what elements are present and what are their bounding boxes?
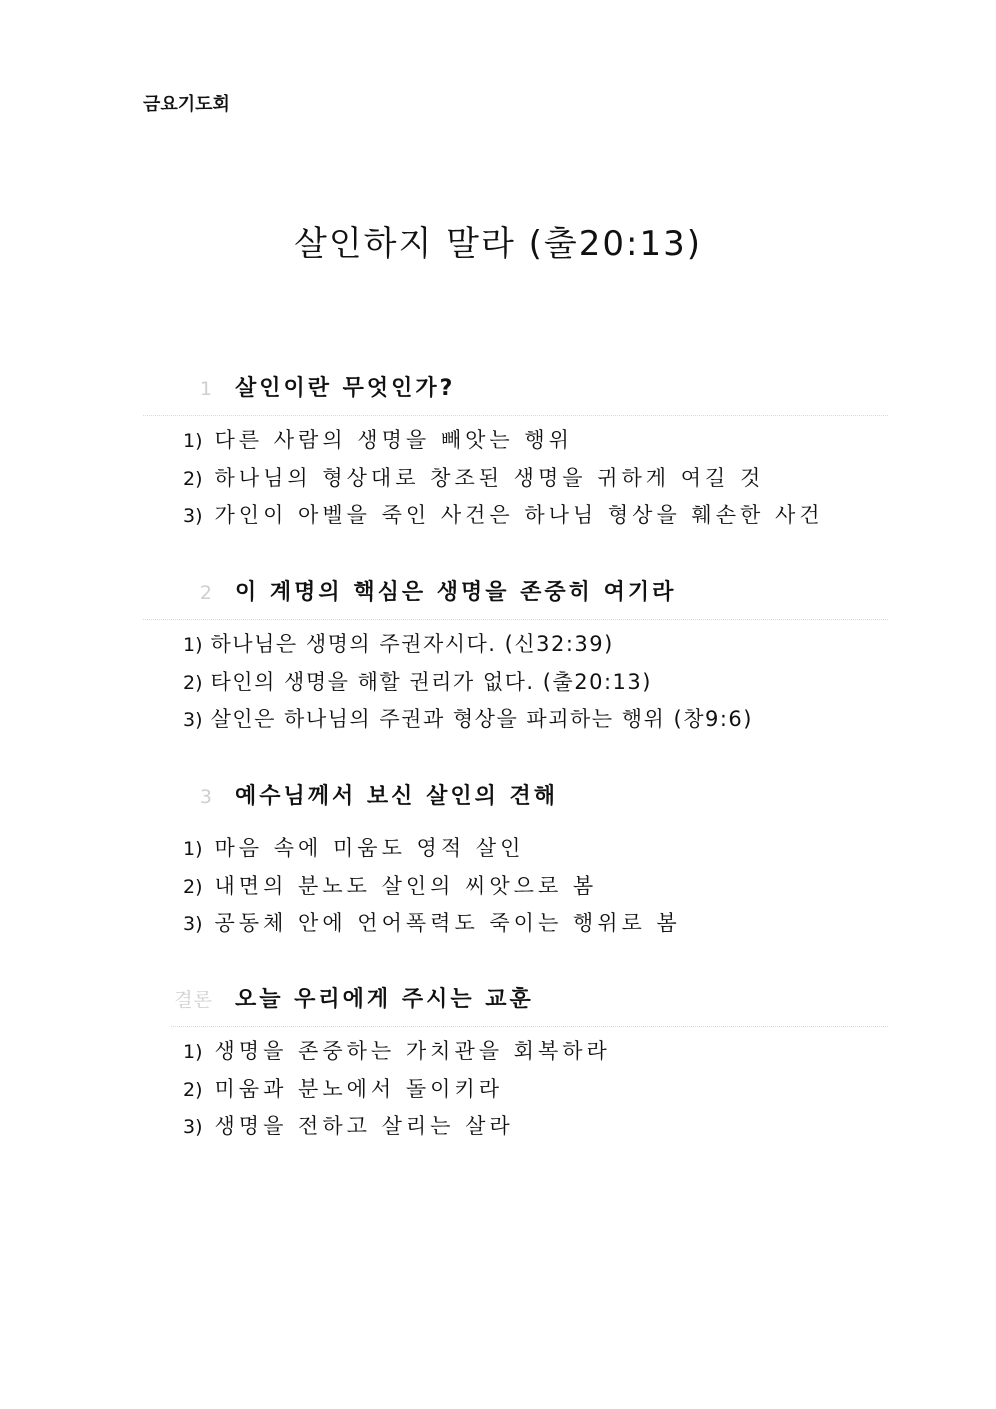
section-number: 1 <box>199 378 213 400</box>
section-heading <box>143 372 888 406</box>
item-list <box>183 626 753 739</box>
item-text: 살인은 하나님의 주권과 형상을 파괴하는 행위 (창9:6) <box>210 707 753 731</box>
section-conclusion <box>143 983 888 1138</box>
section-number: 3 <box>199 786 213 808</box>
section-title: 이 계명의 핵심은 생명을 존중히 여기라 <box>235 580 677 605</box>
list-item <box>183 1033 611 1071</box>
item-number: 1) <box>183 838 203 860</box>
section-title: 예수님께서 보신 살인의 견해 <box>235 784 559 809</box>
section-title: 살인이란 무엇인가? <box>235 376 456 401</box>
list-item <box>183 626 753 664</box>
item-number: 3) <box>183 913 203 935</box>
item-text: 생명을 존중하는 가치관을 회복하라 <box>214 1039 611 1063</box>
list-item <box>183 497 824 535</box>
list-item <box>183 830 681 868</box>
item-number: 2) <box>183 875 203 898</box>
item-list <box>183 830 681 943</box>
list-item <box>183 664 753 702</box>
item-text: 가인이 아벨을 죽인 사건은 하나님 형상을 훼손한 사건 <box>214 503 824 527</box>
list-item <box>183 1071 611 1109</box>
section-1 <box>143 372 888 527</box>
item-number: 2) <box>183 467 203 490</box>
item-text: 미움과 분노에서 돌이키라 <box>214 1076 504 1101</box>
section-divider <box>143 619 888 620</box>
list-item <box>183 460 824 498</box>
section-title: 오늘 우리에게 주시는 교훈 <box>235 987 534 1012</box>
section-divider <box>143 415 888 416</box>
item-text: 생명을 전하고 살리는 살라 <box>214 1114 514 1138</box>
section-3 <box>143 780 888 935</box>
item-number: 3) <box>183 709 203 731</box>
item-text: 마음 속에 미움도 영적 살인 <box>214 836 525 860</box>
item-text: 다른 사람의 생명을 빼앗는 행위 <box>214 428 573 452</box>
page-title: 살인하지 말라 (출20:13) <box>293 224 703 264</box>
section-heading <box>143 576 888 610</box>
item-text: 공동체 안에 언어폭력도 죽이는 행위로 봄 <box>214 911 681 935</box>
item-number: 1) <box>183 430 203 452</box>
item-text: 내면의 분노도 살인의 씨앗으로 봄 <box>214 873 598 898</box>
item-number: 1) <box>183 1041 203 1063</box>
item-number: 2) <box>183 671 203 694</box>
list-item <box>183 868 681 906</box>
item-number: 2) <box>183 1078 203 1101</box>
item-text: 타인의 생명을 해할 권리가 없다. (출20:13) <box>210 669 652 694</box>
section-heading <box>143 983 888 1017</box>
section-divider <box>171 1026 888 1027</box>
section-heading <box>143 780 888 814</box>
item-text: 하나님은 생명의 주권자시다. (신32:39) <box>210 632 614 656</box>
section-2 <box>143 576 888 731</box>
list-item <box>183 701 753 739</box>
list-item <box>183 1108 611 1146</box>
item-number: 3) <box>183 1116 203 1138</box>
page-header: 금요기도회 <box>143 94 230 115</box>
list-item <box>183 422 824 460</box>
item-list <box>183 422 824 535</box>
section-number: 결론 <box>174 989 213 1011</box>
item-text: 하나님의 형상대로 창조된 생명을 귀하게 여길 것 <box>214 465 765 490</box>
item-list <box>183 1033 611 1146</box>
item-number: 1) <box>183 634 203 656</box>
item-number: 3) <box>183 505 203 527</box>
list-item <box>183 905 681 943</box>
section-number: 2 <box>199 582 213 604</box>
